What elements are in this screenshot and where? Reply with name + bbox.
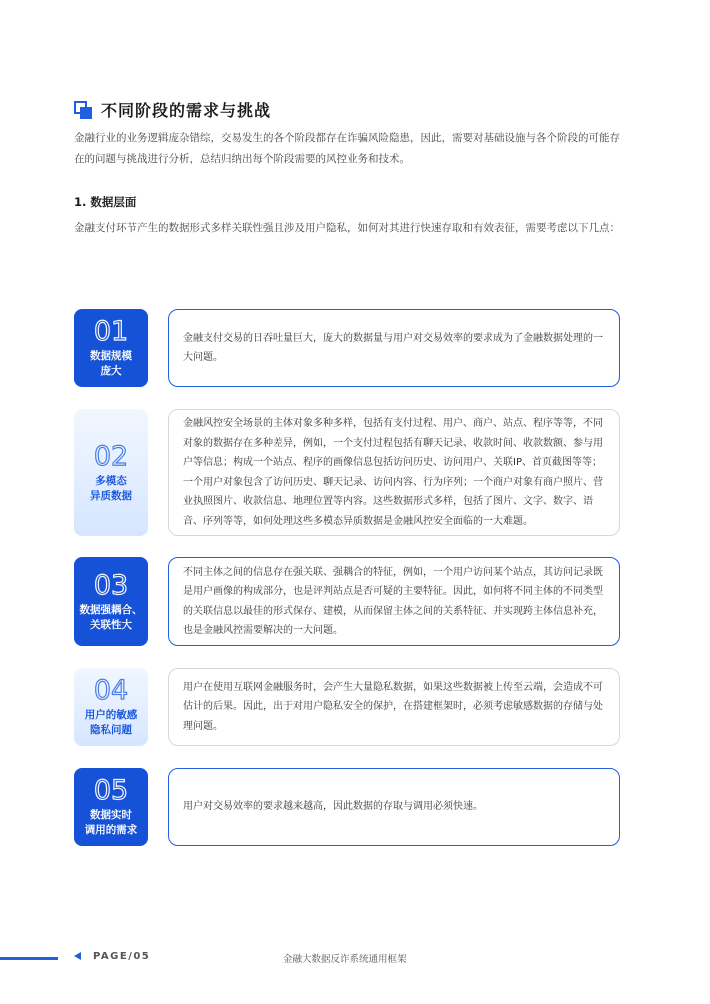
card-text-box bbox=[168, 409, 620, 536]
section-heading bbox=[74, 98, 271, 121]
page-number: PAGE/05 bbox=[93, 951, 151, 962]
card-badge-5 bbox=[74, 768, 148, 846]
footer-title: 金融大数据反诈系统通用框架 bbox=[283, 954, 407, 965]
card-label: 数据实时 调用的需求 bbox=[84, 809, 138, 836]
card-text: 金融支付交易的日吞吐量巨大，庞大的数据量与用户对交易效率的要求成为了金融数据处理的一大问题。 bbox=[183, 332, 603, 363]
sub-heading: 1. 数据层面 bbox=[74, 195, 137, 209]
challenge-card-1 bbox=[74, 309, 622, 387]
triangle-left-icon bbox=[74, 952, 81, 960]
card-number: 04 bbox=[93, 675, 129, 706]
challenge-card-4 bbox=[74, 668, 622, 746]
intro-paragraph: 金融行业的业务逻辑庞杂错综，交易发生的各个阶段都存在诈骗风险隐患，因此，需要对基础设施与各个阶段的可能存在的问题与挑战进行分析，总结归纳出每个阶段需要的风控业务和技术。 bbox=[74, 132, 620, 165]
footer-accent-bar bbox=[0, 957, 58, 960]
card-number: 05 bbox=[93, 775, 129, 806]
challenge-card-5 bbox=[74, 768, 622, 846]
card-text-box bbox=[168, 768, 620, 846]
challenge-card-2 bbox=[74, 409, 622, 536]
card-text-box bbox=[168, 668, 620, 746]
card-label: 用户的敏感 隐私问题 bbox=[84, 709, 138, 736]
card-number: 02 bbox=[93, 440, 129, 472]
card-text-box bbox=[168, 557, 620, 646]
card-label: 多模态 异质数据 bbox=[90, 474, 132, 502]
card-badge-4 bbox=[74, 668, 148, 746]
card-number: 01 bbox=[93, 316, 129, 347]
card-text: 不同主体之间的信息存在强关联、强耦合的特征，例如，一个用户访问某个站点，其访问记录既是用户画像的构成部分，也是评判站点是否可疑的主要特征。因此，如何将不同主体的不同类型的关联信息以最佳的形式保存、建模，从而保留主体之间的关系特征、并实现跨主体信息补充，也是金融风控需要解决的一大问题。 bbox=[183, 566, 603, 636]
card-badge-3 bbox=[74, 557, 148, 646]
card-label: 数据规模 庞大 bbox=[90, 350, 132, 377]
card-text: 金融风控安全场景的主体对象多种多样，包括有支付过程、用户、商户、站点、程序等等，不同对象的数据存在多种差异，例如，一个支付过程包括有聊天记录、收款时间、收款数额、参与用户等信息；构成一个站点、程序的画像信息包括访问历史、访问用户、关联IP、首页截图等等；一个用户对象包含了访问历史、聊天记录、访问内容、行为序列；一个商户对象有商户照片、营业执照图片、收款信息、地理位置等内容。这些数据形式多样，包括了图片、文字、数字、语音、序列等等，如何处理这些多模态异质数据是金融风控安全面临的一大难题。 bbox=[183, 418, 603, 527]
page-title: 不同阶段的需求与挑战 bbox=[101, 101, 272, 120]
card-text-box bbox=[168, 309, 620, 387]
card-text: 用户在使用互联网金融服务时，会产生大量隐私数据，如果这些数据被上传至云端，会造成不可估计的后果。因此，出于对用户隐私安全的保护，在搭建框架时，必须考虑敏感数据的存储与处理问题。 bbox=[183, 681, 603, 732]
card-badge-2 bbox=[74, 409, 148, 536]
card-text: 用户对交易效率的要求越来越高，因此数据的存取与调用必须快速。 bbox=[183, 801, 483, 813]
heading-square-icon bbox=[74, 101, 92, 119]
card-number: 03 bbox=[93, 569, 129, 601]
card-label: 数据强耦合、 关联性大 bbox=[79, 603, 143, 631]
card-badge-1 bbox=[74, 309, 148, 387]
sub-intro-paragraph: 金融支付环节产生的数据形式多样关联性强且涉及用户隐私，如何对其进行快速存取和有效表征，需要考虑以下几点： bbox=[74, 222, 620, 234]
challenge-card-3 bbox=[74, 557, 622, 646]
